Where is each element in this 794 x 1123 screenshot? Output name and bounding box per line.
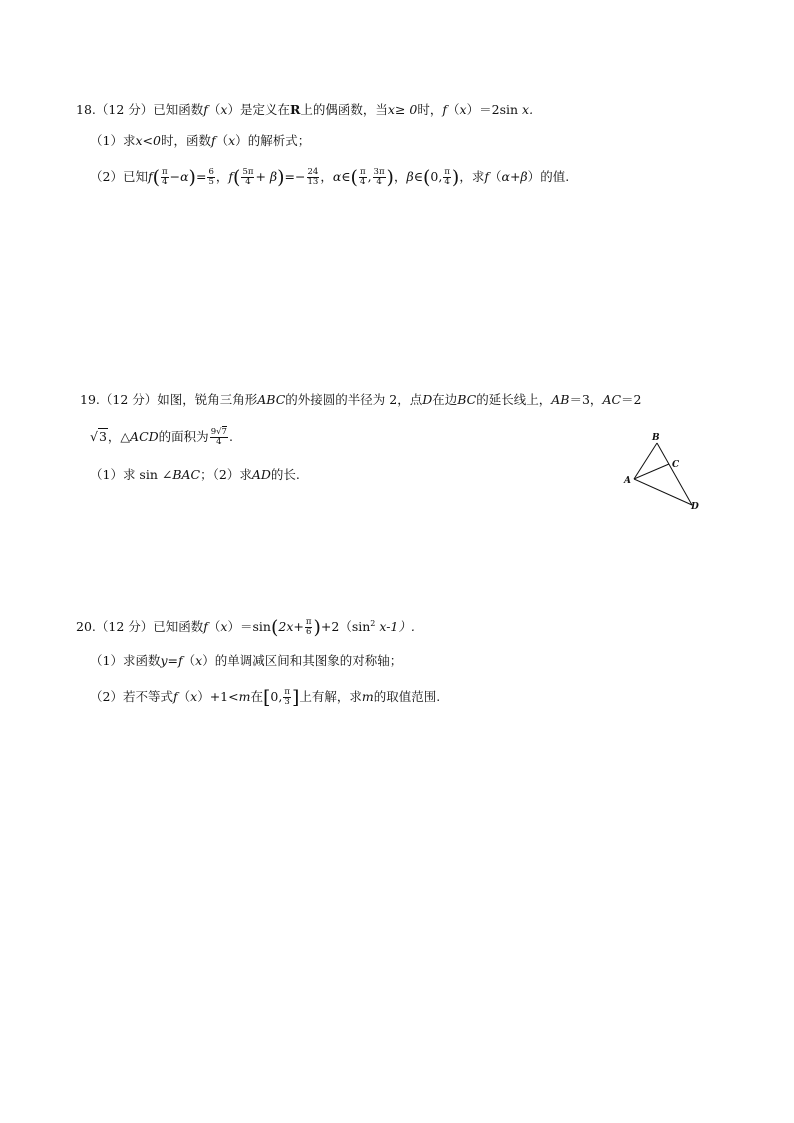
label-c: C [672,460,680,470]
fraction-24-over-13: $\frac{24}{13}$ [307,167,319,187]
q19-heading-cont: √3，△ACD的面积为 $\frac{9√7}{4}$ . [90,427,233,447]
fraction-pi-over-4: $\frac{\pi}{4}$ [162,167,168,187]
label-b: B [652,433,660,443]
fraction-pi-over-6: $\frac{\pi}{6}$ [305,617,312,638]
real-set-symbol: R [290,102,301,117]
q18-part2: （2）已知f( $\frac{\pi}{4}$ −α)= $\frac{6}{5}$ ，f( $\frac{5\pi}{4}$ + β)=− $\frac{24}{13}$ ，α∈( $\frac{\pi}{4}$ , $\frac{3\pi}{4}$ )，β∈(0, $\frac{\pi}{4}$ )，求f（α+β）的值. [90,166,570,189]
sqrt-3: √3 [90,429,107,444]
q19-heading: 19.（12 分）如图，锐角三角形ABC的外接圆的半径为 2，点D在边BC的延长线上，AB＝3，AC＝2 [80,392,642,407]
segment-bd [657,443,692,505]
fraction-6-over-5: $\frac{6}{5}$ [208,167,214,187]
q18-part1: （1）求x<0时，函数f（x）的解析式； [90,133,311,148]
q20-part1: （1）求函数y=f（x）的单调减区间和其图象的对称轴； [90,653,403,668]
fraction-pi-over-4-b: $\frac{\pi}{4}$ [359,167,366,187]
q18-heading: 18.（12 分）已知函数f（x）是定义在R上的偶函数，当x≥ 0时，f（x）＝2sin x. [76,102,534,117]
fraction-3pi-over-4: $\frac{3\pi}{4}$ [373,167,385,187]
q20-part2: （2）若不等式f（x）+1<m在[0, $\frac{\pi}{3}$ ]上有解，求m的取值范围. [90,686,441,709]
fraction-9sqrt7-over-4: $\frac{9√7}{4}$ [210,427,227,447]
q20-heading: 20.（12 分）已知函数f（x）＝sin(2x+ $\frac{\pi}{6}$ )$+2(\sin^2$ x-1）. [76,616,415,639]
label-d: D [691,502,699,512]
triangle-figure [618,428,714,518]
segment-ad [634,479,692,505]
fraction-pi-over-3: $\frac{\pi}{3}$ [284,687,290,707]
q19-parts: （1）求 sin ∠BAC；（2）求AD的长. [90,467,300,482]
fraction-pi-over-4-c: $\frac{\pi}{4}$ [444,167,450,187]
label-a: A [624,476,631,486]
fraction-5pi-over-4: $\frac{5\pi}{4}$ [242,167,254,187]
